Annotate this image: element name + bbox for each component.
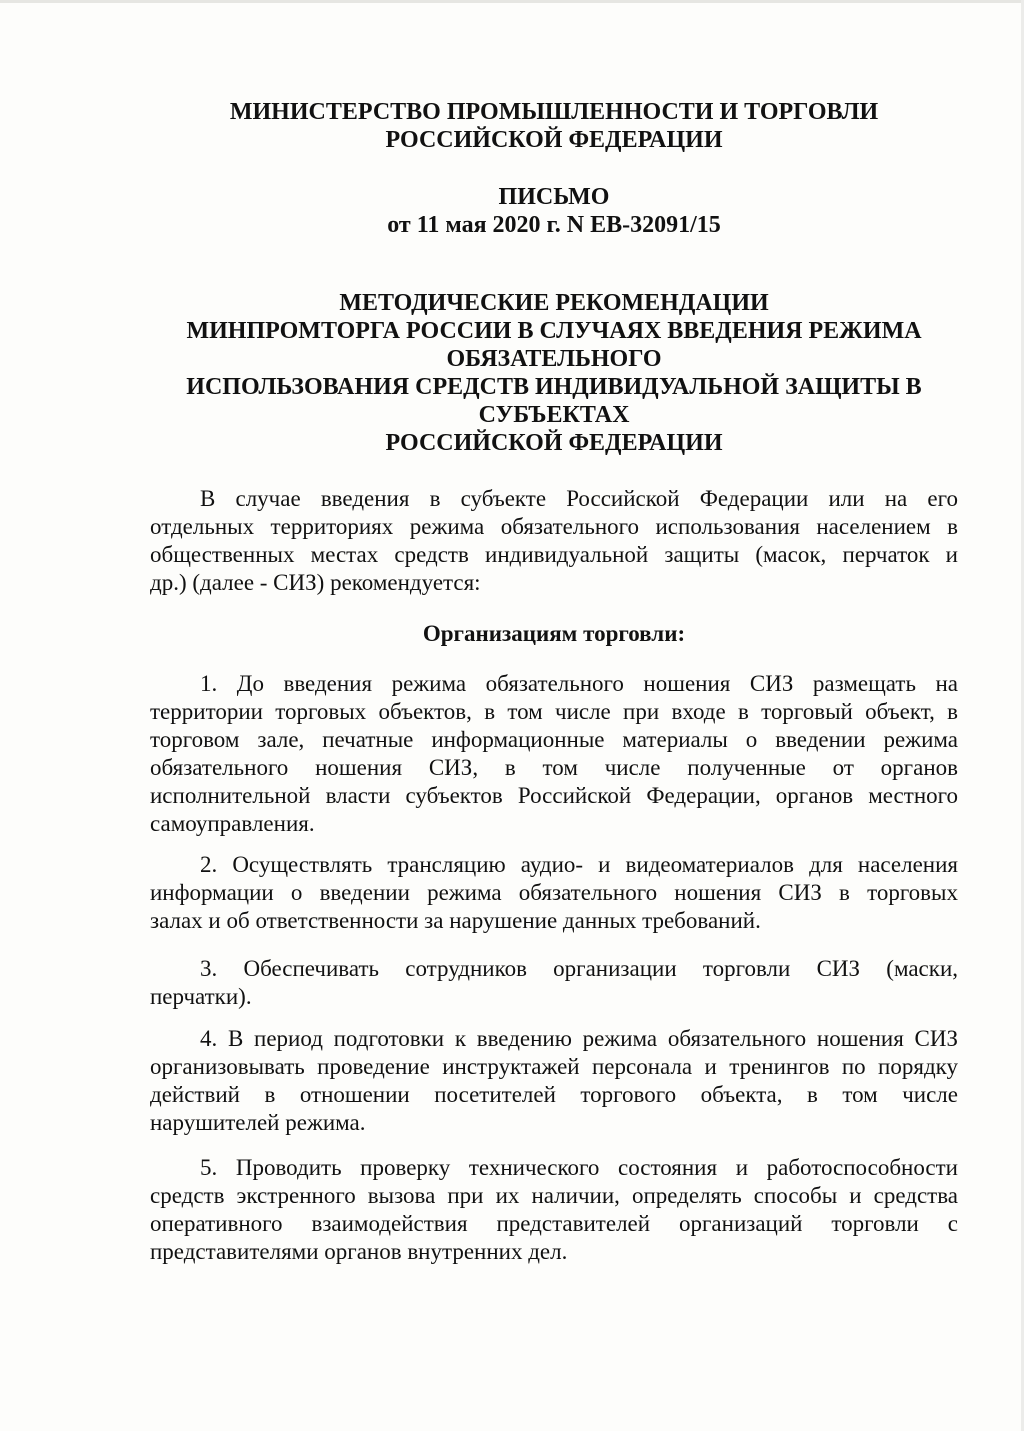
text-line: 3. Обеспечивать сотрудников организации торговли СИЗ (маски, bbox=[200, 956, 958, 981]
text-line: В случае введения в субъекте Российской Федерации или на его bbox=[200, 486, 958, 511]
ministry-header bbox=[150, 98, 958, 154]
text-line: территории торговых объектов, в том числе при входе в торговый объект, в bbox=[150, 699, 958, 724]
text-line: др.) (далее - СИЗ) рекомендуется: bbox=[150, 570, 481, 595]
text-line: 5. Проводить проверку технического состояния и работоспособности bbox=[200, 1155, 958, 1180]
title-line: МИНПРОМТОРГА РОССИИ В СЛУЧАЯХ ВВЕДЕНИЯ РЕЖИМА bbox=[186, 318, 922, 344]
text-line: 4. В период подготовки к введению режима обязательного ношения СИЗ bbox=[200, 1026, 958, 1051]
letter-heading bbox=[150, 183, 958, 239]
text-line: представителями органов внутренних дел. bbox=[150, 1239, 568, 1264]
text-line: обязательного ношения СИЗ, в том числе полученные от органов bbox=[150, 755, 958, 780]
text-line: действий в отношении посетителей торгового объекта, в том числе bbox=[150, 1082, 958, 1107]
ministry-line: МИНИСТЕРСТВО ПРОМЫШЛЕННОСТИ И ТОРГОВЛИ bbox=[229, 99, 879, 125]
list-item bbox=[150, 1025, 958, 1137]
doc-type: ПИСЬМО bbox=[498, 184, 610, 210]
doc-reference: от 11 мая 2020 г. N ЕВ-32091/15 bbox=[387, 212, 721, 238]
title-line: ОБЯЗАТЕЛЬНОГО bbox=[446, 346, 662, 372]
text-line: 1. До введения режима обязательного ношения СИЗ размещать на bbox=[200, 671, 958, 696]
text-line: отдельных территориях режима обязательного использования населением в bbox=[150, 514, 958, 539]
title-line: ИСПОЛЬЗОВАНИЯ СРЕДСТВ ИНДИВИДУАЛЬНОЙ ЗАЩИТЫ В bbox=[186, 374, 922, 400]
title-line: СУБЪЕКТАХ bbox=[478, 402, 630, 428]
list-item bbox=[150, 851, 958, 935]
text-line: торговом зале, печатные информационные материалы о введении режима bbox=[150, 727, 958, 752]
text-line: средств экстренного вызова при их наличии, определять способы и средства bbox=[150, 1183, 958, 1208]
text-line: организовывать проведение инструктажей персонала и тренингов по порядку bbox=[150, 1054, 958, 1079]
ministry-line: РОССИЙСКОЙ ФЕДЕРАЦИИ bbox=[385, 127, 723, 153]
text-line: залах и об ответственности за нарушение данных требований. bbox=[150, 908, 761, 933]
text-line: самоуправления. bbox=[150, 811, 315, 836]
title-line: РОССИЙСКОЙ ФЕДЕРАЦИИ bbox=[385, 430, 723, 456]
list-item bbox=[150, 670, 958, 838]
text-line: информации о введении режима обязательного ношения СИЗ в торговых bbox=[150, 880, 958, 905]
document-title bbox=[150, 289, 958, 457]
list-item bbox=[150, 1154, 958, 1266]
list-item bbox=[150, 955, 958, 1011]
section-heading bbox=[150, 620, 958, 648]
intro-paragraph bbox=[150, 485, 958, 597]
section-heading-text: Организациям торговли: bbox=[422, 621, 686, 646]
text-line: нарушителей режима. bbox=[150, 1110, 366, 1135]
text-line: общественных местах средств индивидуальной защиты (масок, перчаток и bbox=[150, 542, 958, 567]
text-line: перчатки). bbox=[150, 984, 252, 1009]
text-line: 2. Осуществлять трансляцию аудио- и видеоматериалов для населения bbox=[200, 852, 958, 877]
scan-edge bbox=[0, 0, 1024, 3]
text-line: исполнительной власти субъектов Российской Федерации, органов местного bbox=[150, 783, 958, 808]
title-line: МЕТОДИЧЕСКИЕ РЕКОМЕНДАЦИИ bbox=[339, 290, 769, 316]
text-line: оперативного взаимодействия представителей организаций торговли с bbox=[150, 1211, 958, 1236]
